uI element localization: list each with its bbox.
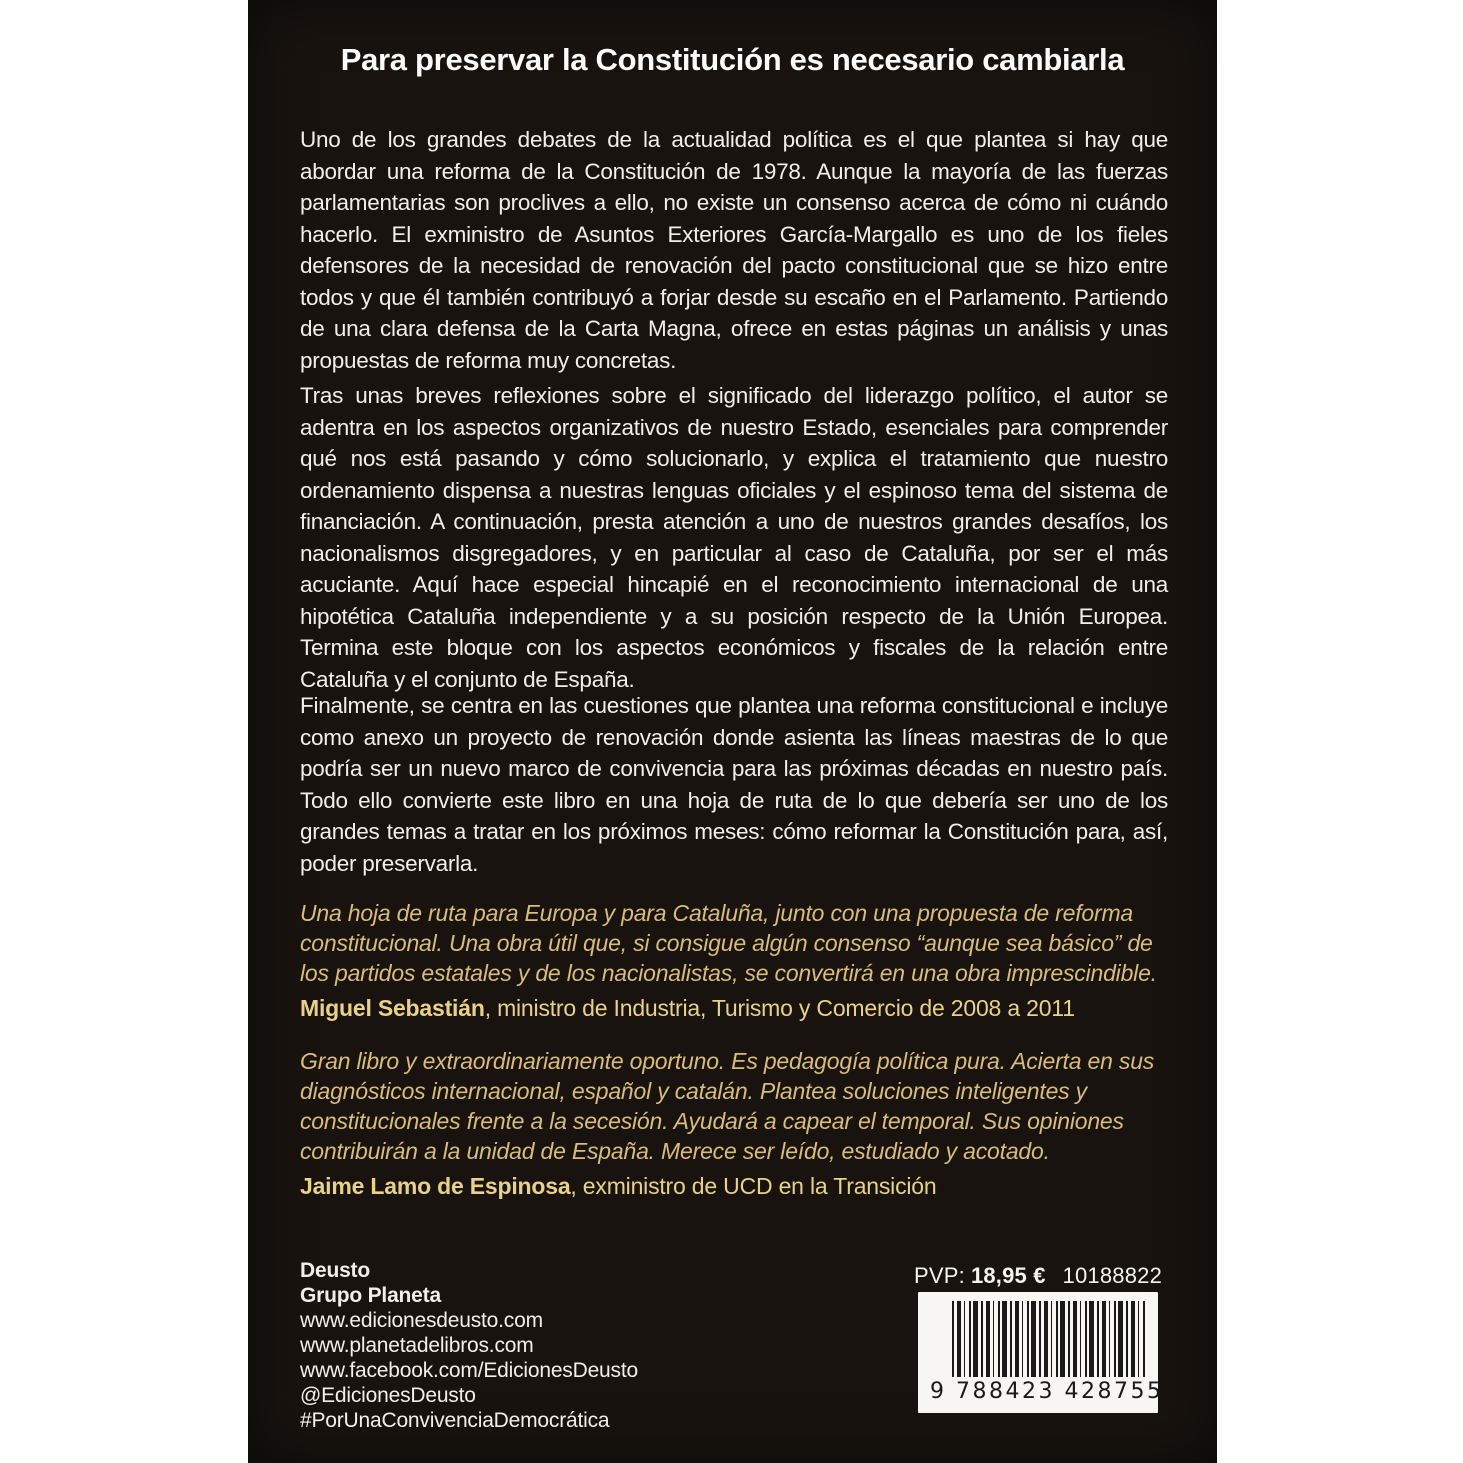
endorsement-quote-2 <box>300 1046 1180 1200</box>
endorsement-quote-1 <box>300 898 1180 1022</box>
price-label: PVP: <box>914 1263 965 1288</box>
synopsis-paragraph-2: Tras unas breves reflexiones sobre el significado del liderazgo político, el autor se adentra en los aspectos organizativos de nuestro Estado, esenciales para comprender qué nos está pasando y cómo solucionarlo, y explica el tratamiento que nuestro ordenamiento dispensa a nuestras lenguas oficiales y el espinoso tema del sistema de financiación. A continuación, presta atención a uno de nuestros grandes desafíos, los nacionalismos disgregadores, y en particular al caso de Cataluña, por ser el más acuciante. Aquí hace especial hincapié en el reconocimiento internacional de una hipotética Cataluña independiente y a su posición respecto de la Unión Europea. Termina este bloque con los aspectos económicos y fiscales de la relación entre Cataluña y el conjunto de España. <box>300 383 1168 692</box>
endorser-role: , exministro de UCD en la Transición <box>570 1173 937 1199</box>
quote-text: Gran libro y extraordinariamente oportuno. Es pedagogía política pura. Acierta en sus diagnósticos internacional, español y catalán. Plantea soluciones inteligentes y constitucionales frente a la secesión. Ayudará a capear el temporal. Sus opiniones contribuirán a la unidad de España. Merece ser leído, estudiado y acotado. <box>300 1048 1155 1164</box>
barcode-bars <box>952 1301 1146 1377</box>
publisher-hashtag: #PorUnaConvivenciaDemocrática <box>300 1409 610 1432</box>
endorser-role: , ministro de Industria, Turismo y Comercio de 2008 a 2011 <box>484 995 1075 1021</box>
publisher-website: www.edicionesdeusto.com <box>300 1309 543 1332</box>
book-back-cover <box>248 0 1217 1463</box>
barcode-number: 9 788423 428755 <box>930 1379 1164 1404</box>
publisher-block <box>300 1258 638 1433</box>
quote-attribution <box>300 995 1180 1022</box>
product-code: 10188822 <box>1062 1263 1162 1288</box>
price-value: 18,95 € <box>970 1263 1046 1288</box>
cover-headline: Para preservar la Constitución es necesario cambiarla <box>340 42 1125 77</box>
synopsis-paragraph-1: Uno de los grandes debates de la actualidad política es el que plantea si hay que abordar una reforma de la Constitución de 1978. Aunque la mayoría de las fuerzas parlamentarias son proclives a ello, no existe un consenso acerca de cómo ni cuándo hacerlo. El exministro de Asuntos Exteriores García-Margallo es uno de los fieles defensores de la necesidad de renovación del pacto constitucional que se hizo entre todos y que él también contribuyó a forjar desde su escaño en el Parlamento. Partiendo de una clara defensa de la Carta Magna, ofrece en estas páginas un análisis y unas propuestas de reforma muy concretas. <box>300 127 1168 373</box>
publisher-facebook: www.facebook.com/EdicionesDeusto <box>300 1359 638 1382</box>
endorser-name: Miguel Sebastián <box>300 995 485 1021</box>
publisher-group-name: Grupo Planeta <box>300 1284 441 1307</box>
publisher-twitter-handle: @EdicionesDeusto <box>300 1384 476 1407</box>
publisher-website: www.planetadelibros.com <box>300 1334 534 1357</box>
barcode <box>918 1292 1164 1413</box>
endorser-name: Jaime Lamo de Espinosa <box>300 1173 571 1199</box>
imprint-name: Deusto <box>300 1259 370 1282</box>
quote-text: Una hoja de ruta para Europa y para Cataluña, junto con una propuesta de reforma constitucional. Una obra útil que, si consigue algún consenso “aunque sea básico” de los partidos estatales y de los nacionalistas, se convertirá en una obra imprescindible. <box>300 900 1157 986</box>
price-row <box>914 1263 1162 1289</box>
price <box>914 1263 1046 1289</box>
quote-attribution <box>300 1173 1180 1200</box>
synopsis-paragraph-3: Finalmente, se centra en las cuestiones que plantea una reforma constitucional e incluye como anexo un proyecto de renovación donde asienta las líneas maestras de lo que podría ser un nuevo marco de convivencia para las próximas décadas en nuestro país. Todo ello convierte este libro en una hoja de ruta de lo que debería ser uno de los grandes temas a tratar en los próximos meses: cómo reformar la Constitución para, así, poder preservarla. <box>300 693 1168 876</box>
